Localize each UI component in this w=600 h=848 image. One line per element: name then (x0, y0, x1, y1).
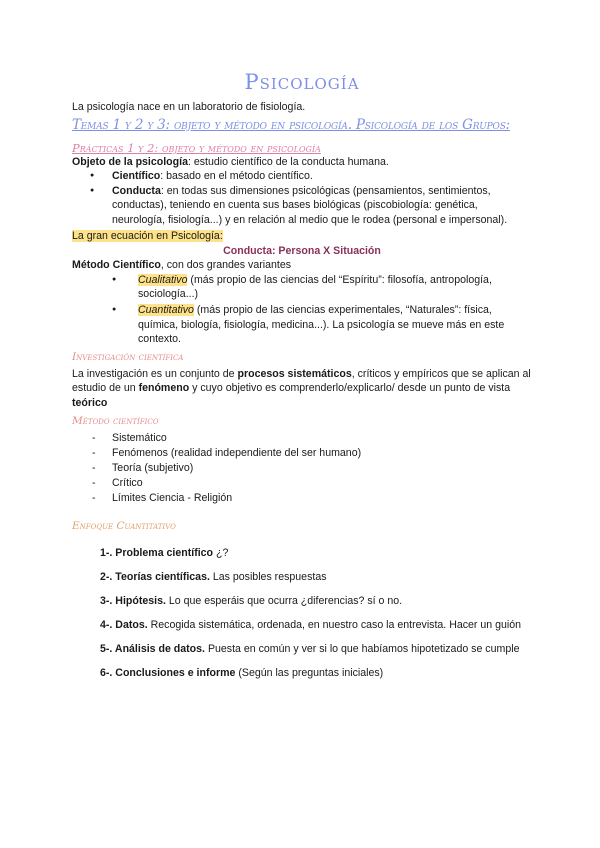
bold-run: teórico (72, 396, 108, 409)
item-label: Cualitativo (138, 273, 188, 286)
step-label: 2-. Teorías científicas. (100, 570, 210, 583)
step-item (100, 546, 532, 561)
step-text: Lo que esperáis que ocurra ¿diferencias? sí o no. (165, 594, 403, 607)
item-label: Cuantitativo (138, 303, 194, 316)
enfoque-steps (72, 546, 532, 681)
item-text: (más propio de las ciencias del “Espíritu”: filosofía, antropología, sociología...) (138, 273, 492, 301)
step-text: Puesta en común y ver si lo que habíamos hipotetizado se cumple (205, 642, 520, 655)
heading-metodo-cientifico: Método científico (72, 414, 159, 427)
step-label: 5-. Análisis de datos. (100, 642, 205, 655)
step-text: Recogida sistemática, ordenada, en nuestro caso la entrevista. Hacer un guión (147, 618, 522, 631)
objeto-paragraph (72, 155, 532, 170)
step-item (100, 642, 532, 657)
heading-practicas: Prácticas 1 y 2: objeto y método en psicología (72, 140, 321, 155)
list-item: - Teoría (subjetivo) (92, 461, 532, 476)
list-item (90, 169, 532, 184)
step-item (100, 594, 532, 609)
step-text: Las posibles respuestas (209, 570, 327, 583)
item-text: : basado en el método científico. (160, 170, 313, 183)
list-item: - Crítico (92, 476, 532, 491)
bold-run: procesos sistemáticos (237, 367, 352, 380)
investigacion-paragraph (72, 367, 532, 411)
step-item (100, 618, 532, 633)
metodo-cientifico-list (72, 431, 532, 506)
text-run: , críticos y empíricos que se aplican al estudio de un (72, 367, 531, 395)
heading-temas: Temas 1 y 2 y 3: objeto y método en psicología. Psicología de los Grupos: (72, 116, 511, 133)
text-run: La investigación es un conjunto de (72, 367, 238, 380)
step-item (100, 570, 532, 585)
objeto-text: : estudio científico de la conducta humana. (187, 155, 389, 168)
heading-investigacion: Investigación científica (72, 350, 184, 363)
item-label: Científico (112, 170, 161, 183)
step-label: 1-. Problema científico (100, 546, 214, 559)
ecuacion: Conducta: Persona X Situación (223, 245, 381, 258)
objeto-list (72, 169, 532, 227)
step-label: 6-. Conclusiones e informe (100, 666, 236, 679)
item-text: : en todas sus dimensiones psicológicas (pensamientos, sentimientos, conductas), teniendo en cuenta sus bases biológicas (piscobiología: genética, neurología, fisiología...) y en relación al medio que le rodea (personal e impersonal). (112, 184, 508, 226)
list-item: - Límites Ciencia - Religión (92, 491, 532, 506)
bold-run: fenómeno (138, 382, 190, 395)
list-item (112, 303, 532, 347)
ecuacion-label: La gran ecuación en Psicología: (72, 229, 223, 242)
objeto-label: Objeto de la psicología (72, 155, 188, 168)
step-label: 3-. Hipótesis. (100, 594, 166, 607)
list-item: - Sistemático (92, 431, 532, 446)
metodo-text: , con dos grandes variantes (160, 259, 292, 272)
ecuacion-label-row (72, 229, 532, 244)
list-item (90, 184, 532, 228)
document-page (72, 70, 532, 690)
list-item: - Fenómenos (realidad independiente del ser humano) (92, 446, 532, 461)
heading-enfoque: Enfoque Cuantitativo (72, 519, 176, 532)
list-item (112, 273, 532, 302)
step-label: 4-. Datos. (100, 618, 148, 631)
item-label: Conducta (112, 184, 161, 197)
step-item (100, 666, 532, 681)
metodo-variants-list (72, 273, 532, 347)
metodo-paragraph (72, 258, 532, 273)
intro-text: La psicología nace en un laboratorio de fisiología. (72, 101, 306, 113)
step-text: (Según las preguntas iniciales) (235, 666, 384, 679)
metodo-label: Método Científico (72, 259, 161, 272)
item-text: (más propio de las ciencias experimentales, “Naturales”: física, química, biología, fisiología, medicina...). La psicología se mueve más en este contexto. (138, 303, 505, 346)
text-run: y cuyo objetivo es comprenderlo/explicarlo/ desde un punto de vista (189, 382, 511, 395)
page-title: Psicología (244, 70, 360, 94)
step-text: ¿? (213, 546, 229, 559)
